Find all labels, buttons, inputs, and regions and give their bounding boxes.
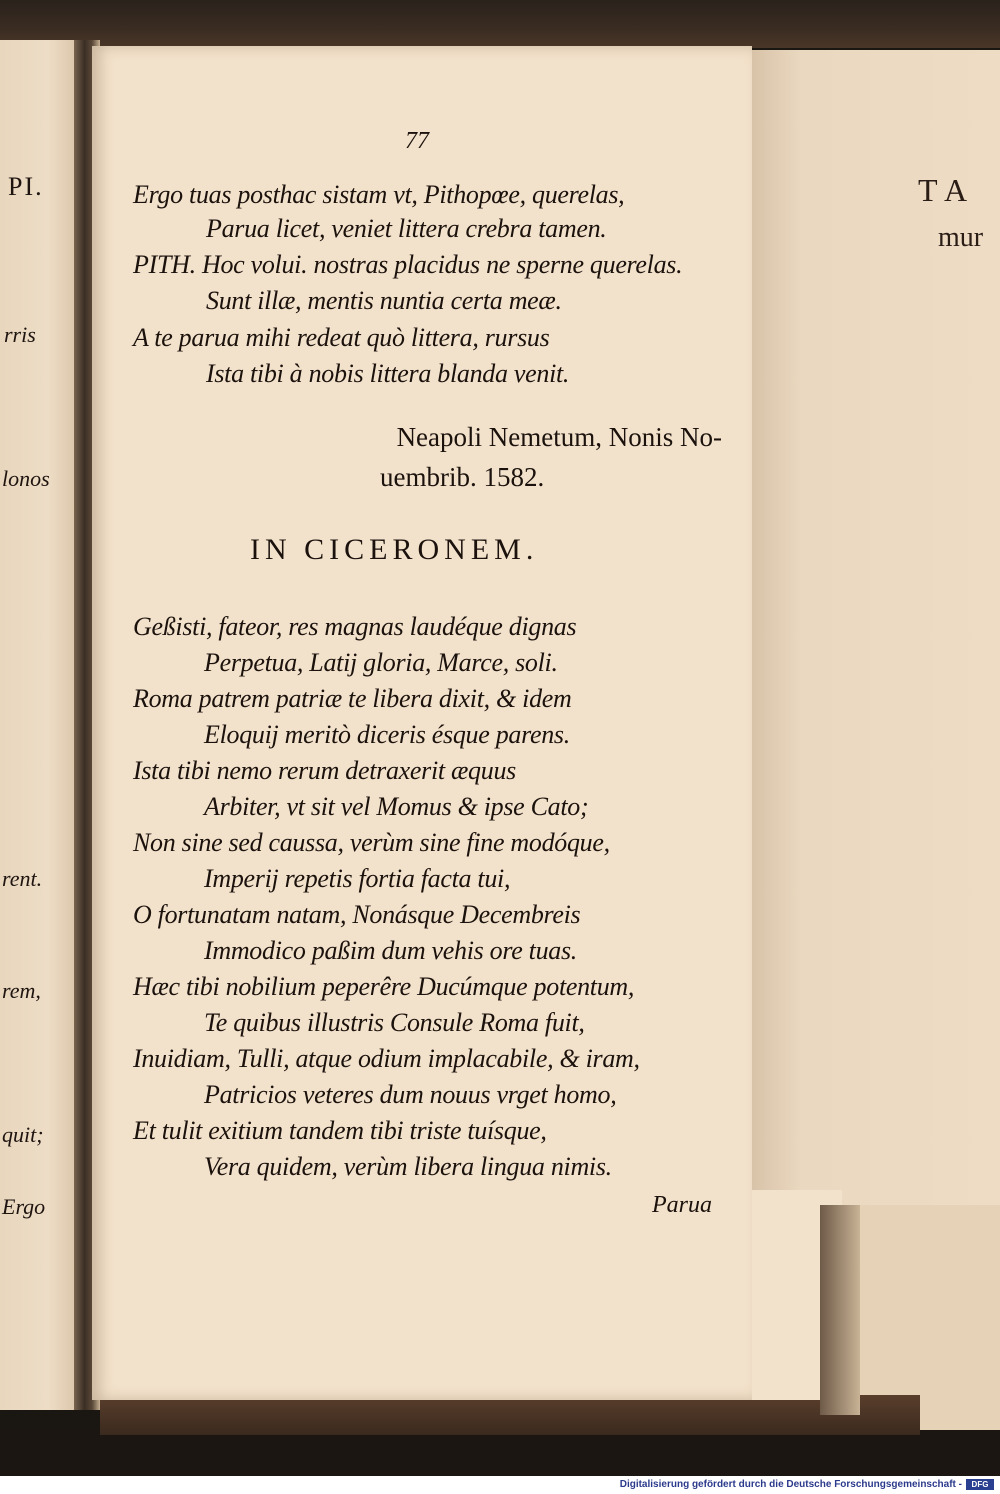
dfg-logo: DFG <box>966 1479 994 1490</box>
verse-line: PITH. Hoc volui. nostras placidus ne sperne querelas. <box>133 250 683 279</box>
verse-line: Sunt illæ, mentis nuntia certa meæ. <box>206 286 562 315</box>
verse-line: Eloquij meritò diceris ésque parens. <box>204 720 570 749</box>
verse-line: Ergo tuas posthac sistam vt, Pithopœe, querelas, <box>133 180 625 209</box>
verse-line: Arbiter, vt sit vel Momus & ipse Cato; <box>204 792 589 821</box>
footer-credit: Digitalisierung gefördert durch die Deutsche Forschungsgemeinschaft - <box>619 1479 962 1490</box>
book-cover-bottom-edge <box>100 1395 920 1435</box>
left-page-text-fragment: rent. <box>2 866 43 891</box>
digitization-footer <box>0 1476 1000 1494</box>
imprint-line: uembrib. 1582. <box>380 462 545 492</box>
verse-line: Hæc tibi nobilium peperêre Ducúmque potentum, <box>133 972 635 1001</box>
imprint-line: Neapoli Nemetum, Nonis No- <box>396 422 722 452</box>
verse-line: Ista tibi nemo rerum detraxerit æquus <box>133 756 516 785</box>
verse-line: Te quibus illustris Consule Roma fuit, <box>204 1008 585 1037</box>
right-page-heading-fragment: TA <box>918 172 977 208</box>
left-page-text-fragment: rris <box>4 322 36 347</box>
section-heading: IN CICERONEM. <box>250 533 539 566</box>
verse-line: Non sine sed caussa, verùm sine fine modóque, <box>133 828 610 857</box>
verse-line: O fortunatam natam, Nonásque Decembreis <box>133 900 581 929</box>
left-page-text-fragment: PI. <box>8 172 44 201</box>
verse-line: Parua licet, veniet littera crebra tamen. <box>206 214 607 243</box>
verse-line: Imperij repetis fortia facta tui, <box>204 864 511 893</box>
right-page-subheading-fragment: mur <box>938 222 984 253</box>
left-page-text-fragment: quit; <box>2 1122 44 1147</box>
verse-line: Patricios veteres dum nouus vrget homo, <box>204 1080 617 1109</box>
left-page-text-fragment: rem, <box>2 978 41 1003</box>
verse-line: Inuidiam, Tulli, atque odium implacabile, & iram, <box>133 1044 640 1073</box>
book-cover-top-edge <box>0 0 1000 48</box>
page-number: 77 <box>405 128 429 154</box>
verse-line: Geßisti, fateor, res magnas laudéque dignas <box>133 612 577 641</box>
verse-line: Vera quidem, verùm libera lingua nimis. <box>204 1152 612 1181</box>
verse-line: Et tulit exitium tandem tibi triste tuísque, <box>133 1116 547 1145</box>
tear-shadow <box>820 1205 860 1415</box>
verse-line: A te parua mihi redeat quò littera, rursus <box>133 323 550 352</box>
verse-line: Immodico paßim dum vehis ore tuas. <box>204 936 578 965</box>
verse-line: Roma patrem patriæ te libera dixit, & idem <box>133 684 572 713</box>
verse-line: Perpetua, Latij gloria, Marce, soli. <box>204 648 558 677</box>
verse-line: Ista tibi à nobis littera blanda venit. <box>206 359 570 388</box>
left-page-text-fragment: Ergo <box>2 1194 46 1219</box>
scan-background-bottom <box>0 1430 1000 1476</box>
left-page-text-fragment: lonos <box>2 466 50 491</box>
catchword: Parua <box>652 1192 712 1218</box>
